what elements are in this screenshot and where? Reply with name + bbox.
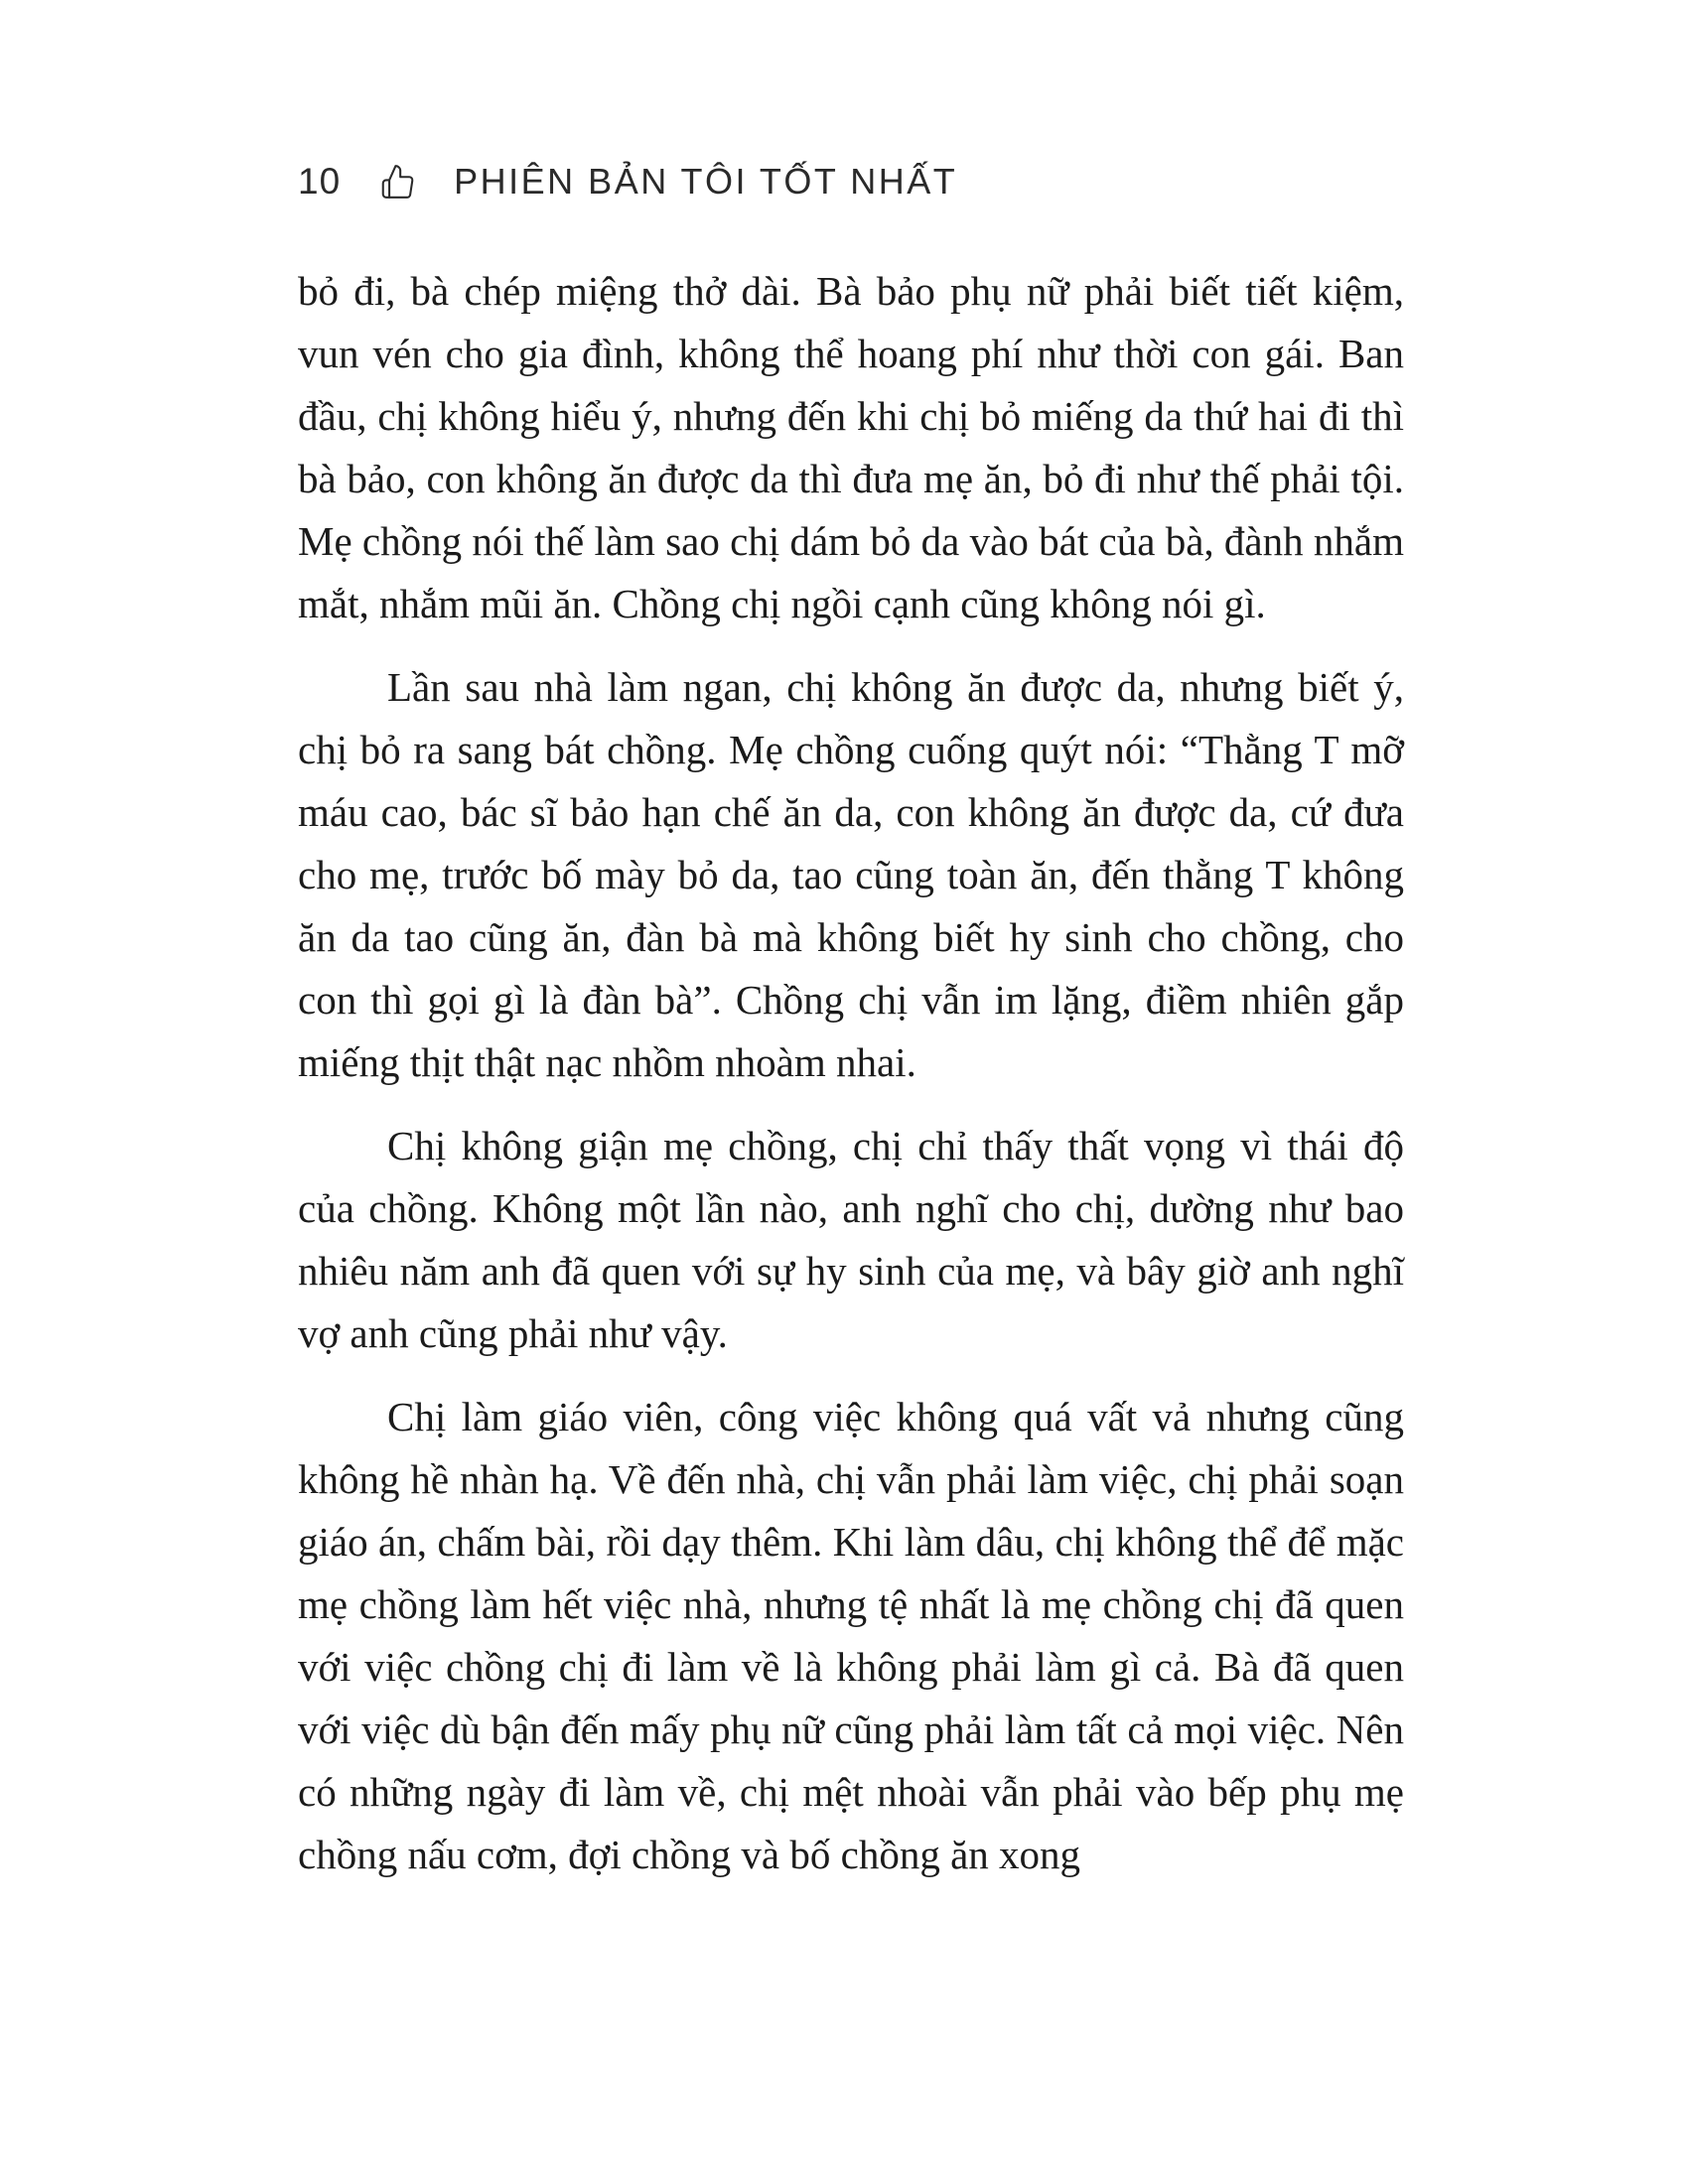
page-number: 10 xyxy=(298,161,342,202)
paragraph-3: Chị không giận mẹ chồng, chị chỉ thấy thất vọng vì thái độ của chồng. Không một lần nào, anh nghĩ cho chị, dường như bao nhiêu năm anh đã quen với sự hy sinh của mẹ, và bây giờ anh nghĩ vợ anh cũng phải như vậy. xyxy=(298,1123,1404,1356)
page-body xyxy=(298,260,1404,1907)
thumbs-up-icon xyxy=(376,161,418,203)
page-header xyxy=(298,161,957,203)
paragraph-1: bỏ đi, bà chép miệng thở dài. Bà bảo phụ nữ phải biết tiết kiệm, vun vén cho gia đình, không thể hoang phí như thời con gái. Ban đầu, chị không hiểu ý, nhưng đến khi chị bỏ miếng da thứ hai đi thì bà bảo, con không ăn được da thì đưa mẹ ăn, bỏ đi như thế phải tội. Mẹ chồng nói thế làm sao chị dám bỏ da vào bát của bà, đành nhắm mắt, nhắm mũi ăn. Chồng chị ngồi cạnh cũng không nói gì. xyxy=(298,268,1404,626)
paragraph-4: Chị làm giáo viên, công việc không quá vất vả nhưng cũng không hề nhàn hạ. Về đến nhà, chị vẫn phải làm việc, chị phải soạn giáo án, chấm bài, rồi dạy thêm. Khi làm dâu, chị không thể để mặc mẹ chồng làm hết việc nhà, nhưng tệ nhất là mẹ chồng chị đã quen với việc chồng chị đi làm về là không phải làm gì cả. Bà đã quen với việc dù bận đến mấy phụ nữ cũng phải làm tất cả mọi việc. Nên có những ngày đi làm về, chị mệt nhoài vẫn phải vào bếp phụ mẹ chồng nấu cơm, đợi chồng và bố chồng ăn xong xyxy=(298,1394,1404,1877)
running-title: PHIÊN BẢN TÔI TỐT NHẤT xyxy=(454,161,958,202)
paragraph-2: Lần sau nhà làm ngan, chị không ăn được da, nhưng biết ý, chị bỏ ra sang bát chồng. Mẹ chồng cuống quýt nói: “Thằng T mỡ máu cao, bác sĩ bảo hạn chế ăn da, con không ăn được da, cứ đưa cho mẹ, trước bố mày bỏ da, tao cũng toàn ăn, đến thằng T không ăn da tao cũng ăn, đàn bà mà không biết hy sinh cho chồng, cho con thì gọi gì là đàn bà”. Chồng chị vẫn im lặng, điềm nhiên gắp miếng thịt thật nạc nhồm nhoàm nhai. xyxy=(298,664,1404,1085)
